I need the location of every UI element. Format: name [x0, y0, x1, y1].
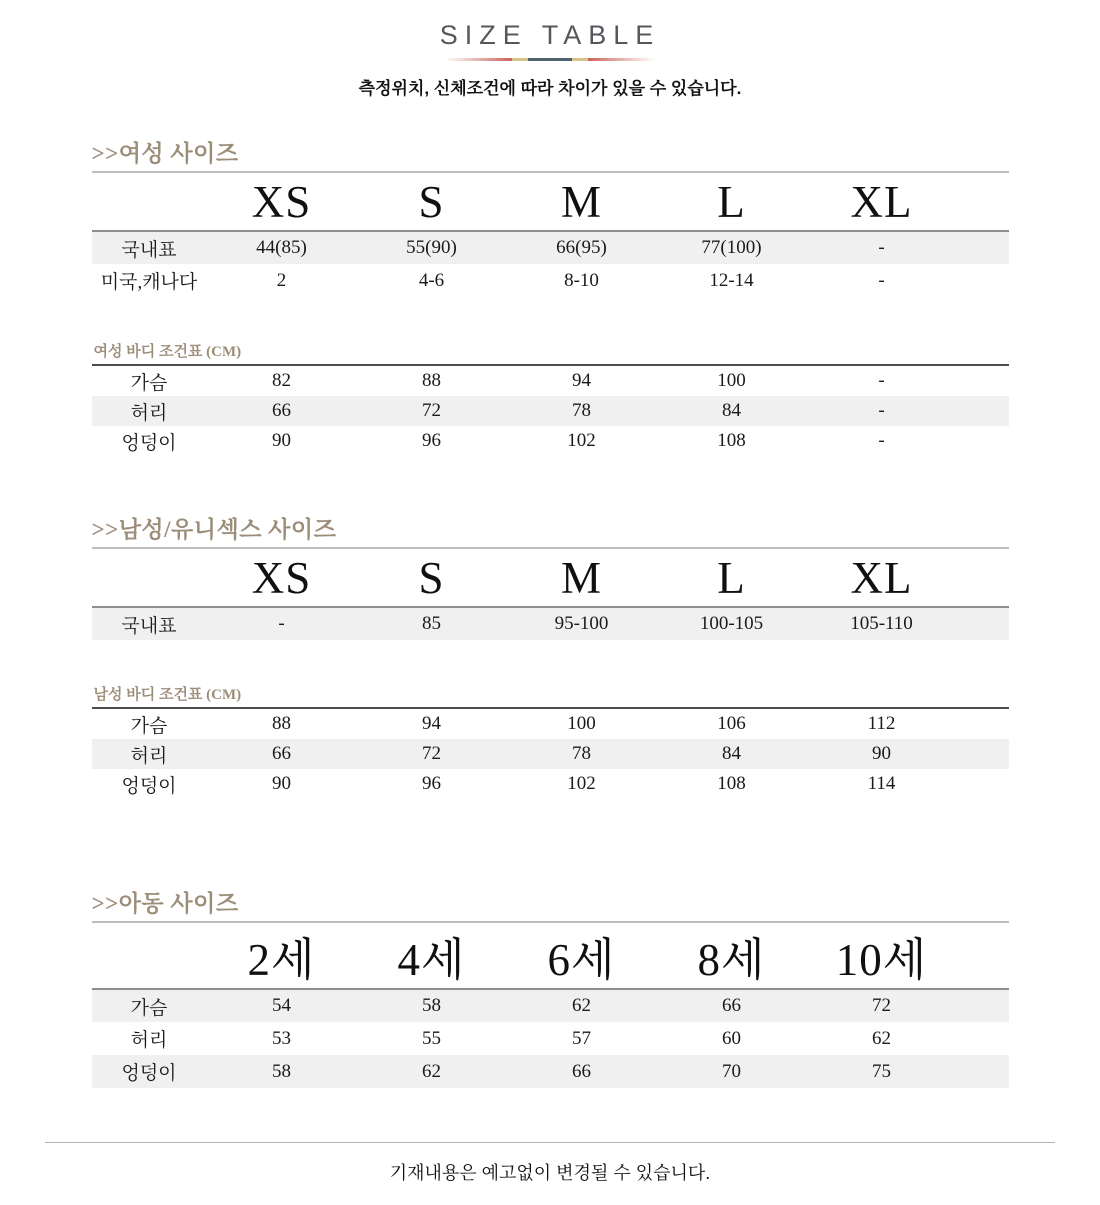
empty-cell — [957, 366, 1009, 396]
value-cell: - — [878, 269, 885, 291]
size-header-row — [92, 923, 1009, 989]
value-cell: 44(85) — [256, 237, 307, 258]
value-cell: 90 — [272, 773, 291, 794]
value-cell: 84 — [722, 743, 741, 764]
value-cell: 96 — [422, 430, 441, 451]
value-cell: 4-6 — [418, 269, 445, 291]
row-label: 가슴 — [130, 372, 168, 394]
women-size-table — [92, 173, 1009, 297]
women-body-spec — [92, 340, 1009, 456]
value-cell: 53 — [272, 1027, 291, 1049]
men-body-table — [92, 709, 1009, 799]
value-cell: 100-105 — [699, 613, 764, 634]
women-body-table — [92, 366, 1009, 456]
value-cell: 88 — [272, 713, 291, 734]
empty-cell — [957, 173, 1009, 231]
size-header-cell: L — [717, 176, 746, 227]
empty-cell — [92, 173, 207, 231]
value-cell: 8-10 — [564, 269, 599, 291]
value-cell: 62 — [872, 1027, 891, 1049]
divider-red-left — [445, 58, 512, 61]
value-cell: 58 — [272, 1060, 291, 1082]
table-row — [92, 709, 1009, 739]
value-cell: - — [278, 613, 285, 634]
row-label: 미국,캐나다 — [100, 272, 198, 293]
page-footer — [0, 1142, 1100, 1205]
value-cell: 88 — [422, 370, 441, 391]
row-label: 국내표 — [121, 239, 177, 261]
row-label: 허리 — [130, 1030, 168, 1051]
empty-cell — [957, 1022, 1009, 1055]
empty-cell — [957, 739, 1009, 769]
page-header — [0, 20, 1100, 99]
section-kids — [92, 885, 1009, 1088]
men-body-spec — [92, 683, 1009, 799]
value-cell: - — [878, 430, 885, 451]
value-cell: 100 — [717, 370, 746, 391]
table-row — [92, 607, 1009, 640]
value-cell: 94 — [422, 713, 441, 734]
size-header-row — [92, 173, 1009, 231]
size-header-cell: L — [717, 552, 746, 603]
size-header-cell: XS — [251, 176, 312, 227]
value-cell: 72 — [422, 743, 441, 764]
empty-cell — [957, 264, 1009, 297]
value-cell: 58 — [422, 995, 441, 1016]
value-cell: 95-100 — [554, 613, 609, 634]
table-row — [92, 1055, 1009, 1088]
row-label: 엉덩이 — [121, 432, 177, 454]
section-title-men: >>남성/유니섹스 사이즈 — [92, 511, 1009, 549]
value-cell: 60 — [722, 1027, 741, 1049]
value-cell: 114 — [867, 773, 896, 794]
row-label: 허리 — [130, 402, 168, 424]
page-title: SIZE TABLE — [439, 20, 661, 50]
men-size-table — [92, 549, 1009, 640]
size-header-cell: 10세 — [835, 935, 928, 985]
value-cell: 77(100) — [701, 237, 762, 258]
footer-note: 기재내용은 예고없이 변경될 수 있습니다. — [389, 1163, 711, 1183]
empty-cell — [957, 607, 1009, 640]
value-cell: 66 — [272, 743, 291, 764]
row-label: 허리 — [130, 745, 168, 767]
value-cell: 108 — [717, 773, 746, 794]
table-row — [92, 769, 1009, 799]
table-row — [92, 426, 1009, 456]
value-cell: 85 — [422, 613, 441, 634]
value-cell: - — [878, 370, 885, 391]
size-header-cell: 8세 — [697, 935, 766, 985]
row-label: 가슴 — [130, 715, 168, 737]
size-header-cell: S — [418, 176, 445, 227]
body-spec-label: 여성 바디 조건표 (CM) — [92, 340, 1009, 366]
size-header-cell: 6세 — [547, 935, 616, 985]
value-cell: 55(90) — [406, 237, 457, 258]
divider-red-right — [588, 58, 655, 61]
size-header-cell: XL — [850, 552, 913, 603]
divider-gold-left — [512, 58, 528, 61]
value-cell: 102 — [567, 430, 596, 451]
table-row — [92, 989, 1009, 1022]
value-cell: 102 — [567, 773, 596, 794]
empty-cell — [957, 426, 1009, 456]
value-cell: 112 — [867, 713, 896, 734]
empty-cell — [957, 396, 1009, 426]
empty-cell — [957, 231, 1009, 264]
body-spec-label: 남성 바디 조건표 (CM) — [92, 683, 1009, 709]
decorative-divider — [445, 58, 655, 61]
value-cell: 82 — [272, 370, 291, 391]
value-cell: 12-14 — [709, 269, 754, 291]
divider-gold-right — [572, 58, 588, 61]
row-label: 엉덩이 — [121, 1063, 177, 1084]
content — [92, 135, 1009, 1088]
size-header-cell: M — [560, 552, 602, 603]
size-header-cell: S — [418, 552, 445, 603]
value-cell: 2 — [276, 269, 287, 291]
table-row — [92, 739, 1009, 769]
value-cell: 66 — [272, 400, 291, 421]
value-cell: 66 — [572, 1060, 591, 1082]
kids-size-table — [92, 923, 1009, 1088]
table-row — [92, 264, 1009, 297]
value-cell: 72 — [872, 995, 891, 1016]
value-cell: 84 — [722, 400, 741, 421]
empty-cell — [957, 549, 1009, 607]
value-cell: 54 — [272, 995, 291, 1016]
row-label: 국내표 — [121, 615, 177, 637]
value-cell: 55 — [422, 1027, 441, 1049]
table-row — [92, 366, 1009, 396]
section-men-unisex — [92, 511, 1009, 799]
empty-cell — [957, 709, 1009, 739]
value-cell: 105-110 — [850, 613, 913, 634]
value-cell: 75 — [872, 1060, 891, 1082]
empty-cell — [92, 923, 207, 989]
value-cell: 94 — [572, 370, 591, 391]
size-header-cell: XL — [850, 176, 913, 227]
row-label: 가슴 — [130, 997, 168, 1019]
value-cell: 62 — [572, 995, 591, 1016]
value-cell: 106 — [717, 713, 746, 734]
value-cell: 66 — [722, 995, 741, 1016]
value-cell: 90 — [272, 430, 291, 451]
section-title-women: >>여성 사이즈 — [92, 135, 1009, 173]
size-header-cell: 2세 — [247, 935, 316, 985]
value-cell: 90 — [872, 743, 891, 764]
size-header-cell: XS — [251, 552, 312, 603]
value-cell: 78 — [572, 743, 591, 764]
size-header-cell: 4세 — [397, 935, 466, 985]
value-cell: 62 — [422, 1060, 441, 1082]
value-cell: 57 — [572, 1027, 591, 1049]
measure-disclaimer: 측정위치, 신체조건에 따라 차이가 있을 수 있습니다. — [358, 79, 742, 98]
value-cell: 66(95) — [556, 237, 607, 258]
empty-cell — [957, 989, 1009, 1022]
table-row — [92, 396, 1009, 426]
row-label: 엉덩이 — [121, 775, 177, 797]
value-cell: - — [878, 237, 885, 258]
value-cell: 100 — [567, 713, 596, 734]
section-title-kids: >>아동 사이즈 — [92, 885, 1009, 923]
empty-cell — [957, 923, 1009, 989]
table-row — [92, 1022, 1009, 1055]
table-row — [92, 231, 1009, 264]
value-cell: 72 — [422, 400, 441, 421]
section-women — [92, 135, 1009, 456]
value-cell: 108 — [717, 430, 746, 451]
value-cell: 96 — [422, 773, 441, 794]
divider-slate-center — [528, 58, 572, 61]
empty-cell — [957, 769, 1009, 799]
empty-cell — [92, 549, 207, 607]
size-header-cell: M — [560, 176, 602, 227]
value-cell: - — [878, 400, 885, 421]
size-header-row — [92, 549, 1009, 607]
value-cell: 70 — [722, 1060, 741, 1082]
empty-cell — [957, 1055, 1009, 1088]
value-cell: 78 — [572, 400, 591, 421]
